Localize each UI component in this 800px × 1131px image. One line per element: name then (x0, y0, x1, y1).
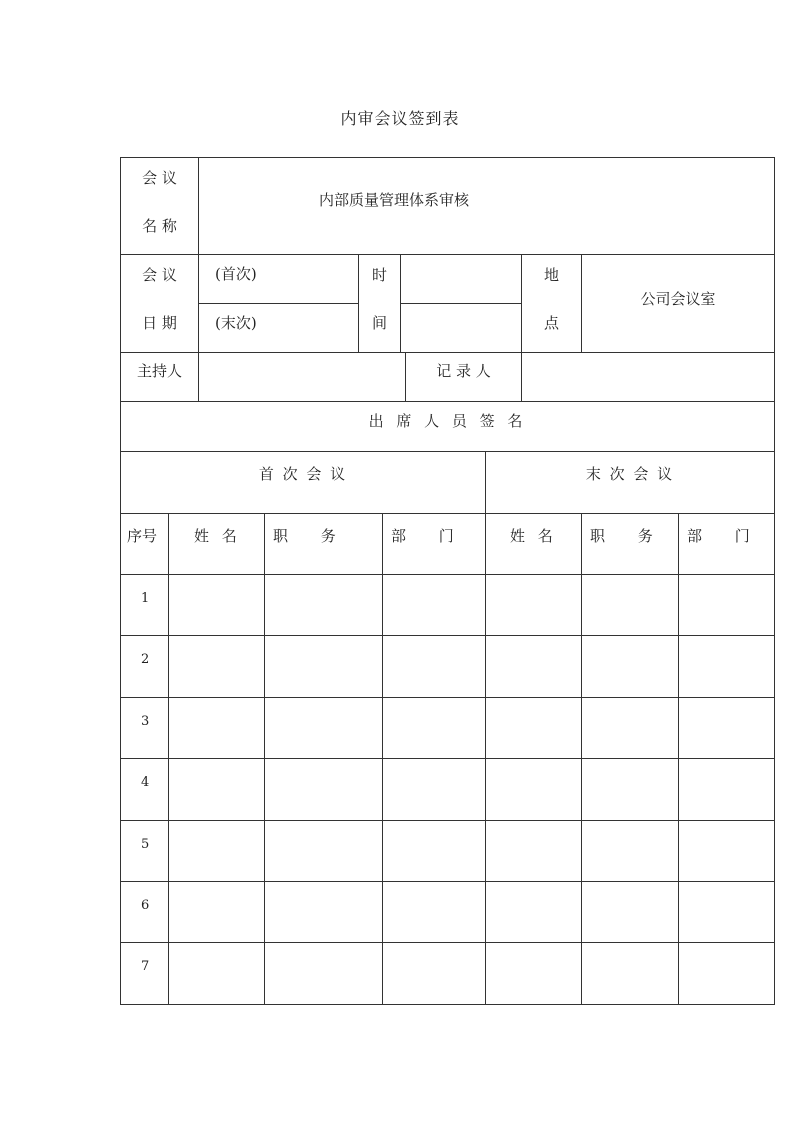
first-meeting-date-value: (首次) (215, 265, 257, 283)
last-name-cell[interactable] (485, 758, 582, 821)
last-department-column-header (678, 513, 775, 575)
page-title: 内审会议签到表 (340, 109, 460, 128)
first-meeting-header-cell (120, 451, 486, 514)
last-department-cell[interactable] (678, 758, 775, 821)
first-name-cell[interactable] (168, 942, 265, 1005)
row-number: 4 (141, 775, 150, 790)
first-position-cell[interactable] (264, 697, 383, 759)
last-meeting-header: 末 次 会 议 (585, 465, 675, 483)
last-meeting-date-value: (末次) (215, 314, 257, 332)
first-department-cell[interactable] (382, 942, 486, 1005)
last-position-cell[interactable] (581, 758, 679, 821)
first-name-cell[interactable] (168, 635, 265, 698)
last-name-column-label: 姓 名 (510, 527, 557, 545)
last-position-column-header (581, 513, 679, 575)
last-name-cell[interactable] (485, 820, 582, 882)
last-position-cell[interactable] (581, 574, 679, 636)
seq-cell (120, 574, 169, 636)
last-department-cell[interactable] (678, 574, 775, 636)
meeting-date-label-cell (120, 254, 199, 353)
host-value-cell[interactable] (198, 352, 406, 402)
first-name-cell[interactable] (168, 820, 265, 882)
recorder-value-cell[interactable] (521, 352, 775, 402)
seq-cell (120, 820, 169, 882)
last-meeting-time-cell[interactable] (400, 303, 522, 353)
first-position-cell[interactable] (264, 574, 383, 636)
first-name-cell[interactable] (168, 881, 265, 943)
host-label: 主持人 (136, 362, 182, 380)
row-number: 6 (141, 898, 150, 913)
last-position-cell[interactable] (581, 697, 679, 759)
last-meeting-date-cell[interactable] (198, 303, 359, 353)
row-number: 5 (141, 837, 150, 852)
first-position-column-label: 职 务 (273, 527, 350, 545)
last-department-cell[interactable] (678, 881, 775, 943)
first-name-column-label: 姓 名 (194, 527, 241, 545)
row-number: 2 (141, 652, 150, 667)
time-label-line1: 时 (371, 266, 387, 284)
first-name-cell[interactable] (168, 758, 265, 821)
first-name-cell[interactable] (168, 697, 265, 759)
first-position-column-header (264, 513, 383, 575)
meeting-name-label-line2: 名 称 (142, 217, 177, 235)
time-label-line2: 间 (371, 314, 387, 332)
first-name-column-header (168, 513, 265, 575)
meeting-name-value-cell[interactable] (198, 157, 775, 255)
first-meeting-time-cell[interactable] (400, 254, 522, 304)
recorder-label: 记 录 人 (436, 362, 491, 380)
seq-cell (120, 942, 169, 1005)
first-department-column-label: 部 门 (391, 527, 468, 545)
seq-cell (120, 881, 169, 943)
meeting-name-value: 内部质量管理体系审核 (319, 191, 470, 209)
first-department-column-header (382, 513, 486, 575)
meeting-name-label-line1: 会 议 (142, 169, 177, 187)
last-department-cell[interactable] (678, 635, 775, 698)
first-meeting-date-cell[interactable] (198, 254, 359, 304)
last-name-cell[interactable] (485, 942, 582, 1005)
first-position-cell[interactable] (264, 942, 383, 1005)
first-department-cell[interactable] (382, 635, 486, 698)
meeting-date-label-line1: 会 议 (142, 266, 177, 284)
last-position-cell[interactable] (581, 635, 679, 698)
last-name-cell[interactable] (485, 574, 582, 636)
row-number: 1 (141, 591, 150, 606)
attendance-header: 出 席 人 员 签 名 (368, 412, 527, 430)
seq-cell (120, 697, 169, 759)
attendance-header-cell (120, 401, 775, 452)
first-meeting-header: 首 次 会 议 (258, 465, 348, 483)
first-position-cell[interactable] (264, 635, 383, 698)
time-label-cell (358, 254, 401, 353)
place-value: 公司会议室 (640, 290, 716, 308)
last-position-column-label: 职 务 (590, 527, 667, 545)
last-name-column-header (485, 513, 582, 575)
first-department-cell[interactable] (382, 697, 486, 759)
first-position-cell[interactable] (264, 881, 383, 943)
last-department-cell[interactable] (678, 820, 775, 882)
seq-cell (120, 758, 169, 821)
host-label-cell (120, 352, 199, 402)
last-position-cell[interactable] (581, 881, 679, 943)
first-department-cell[interactable] (382, 758, 486, 821)
last-name-cell[interactable] (485, 697, 582, 759)
row-number: 7 (141, 959, 150, 974)
last-department-column-label: 部 门 (687, 527, 764, 545)
place-label-line2: 点 (543, 314, 559, 332)
first-position-cell[interactable] (264, 758, 383, 821)
last-position-cell[interactable] (581, 820, 679, 882)
first-position-cell[interactable] (264, 820, 383, 882)
last-department-cell[interactable] (678, 942, 775, 1005)
first-department-cell[interactable] (382, 881, 486, 943)
place-value-cell[interactable] (581, 254, 775, 353)
meeting-name-label-cell (120, 157, 199, 255)
row-number: 3 (141, 714, 150, 729)
last-department-cell[interactable] (678, 697, 775, 759)
place-label-cell (521, 254, 582, 353)
first-department-cell[interactable] (382, 574, 486, 636)
seq-cell (120, 635, 169, 698)
seq-column-header (120, 513, 169, 575)
seq-column-label: 序号 (127, 527, 158, 545)
first-department-cell[interactable] (382, 820, 486, 882)
last-name-cell[interactable] (485, 881, 582, 943)
meeting-date-label-line2: 日 期 (142, 314, 177, 332)
recorder-label-cell (405, 352, 522, 402)
first-name-cell[interactable] (168, 574, 265, 636)
last-name-cell[interactable] (485, 635, 582, 698)
last-position-cell[interactable] (581, 942, 679, 1005)
last-meeting-header-cell (485, 451, 775, 514)
place-label-line1: 地 (543, 266, 559, 284)
